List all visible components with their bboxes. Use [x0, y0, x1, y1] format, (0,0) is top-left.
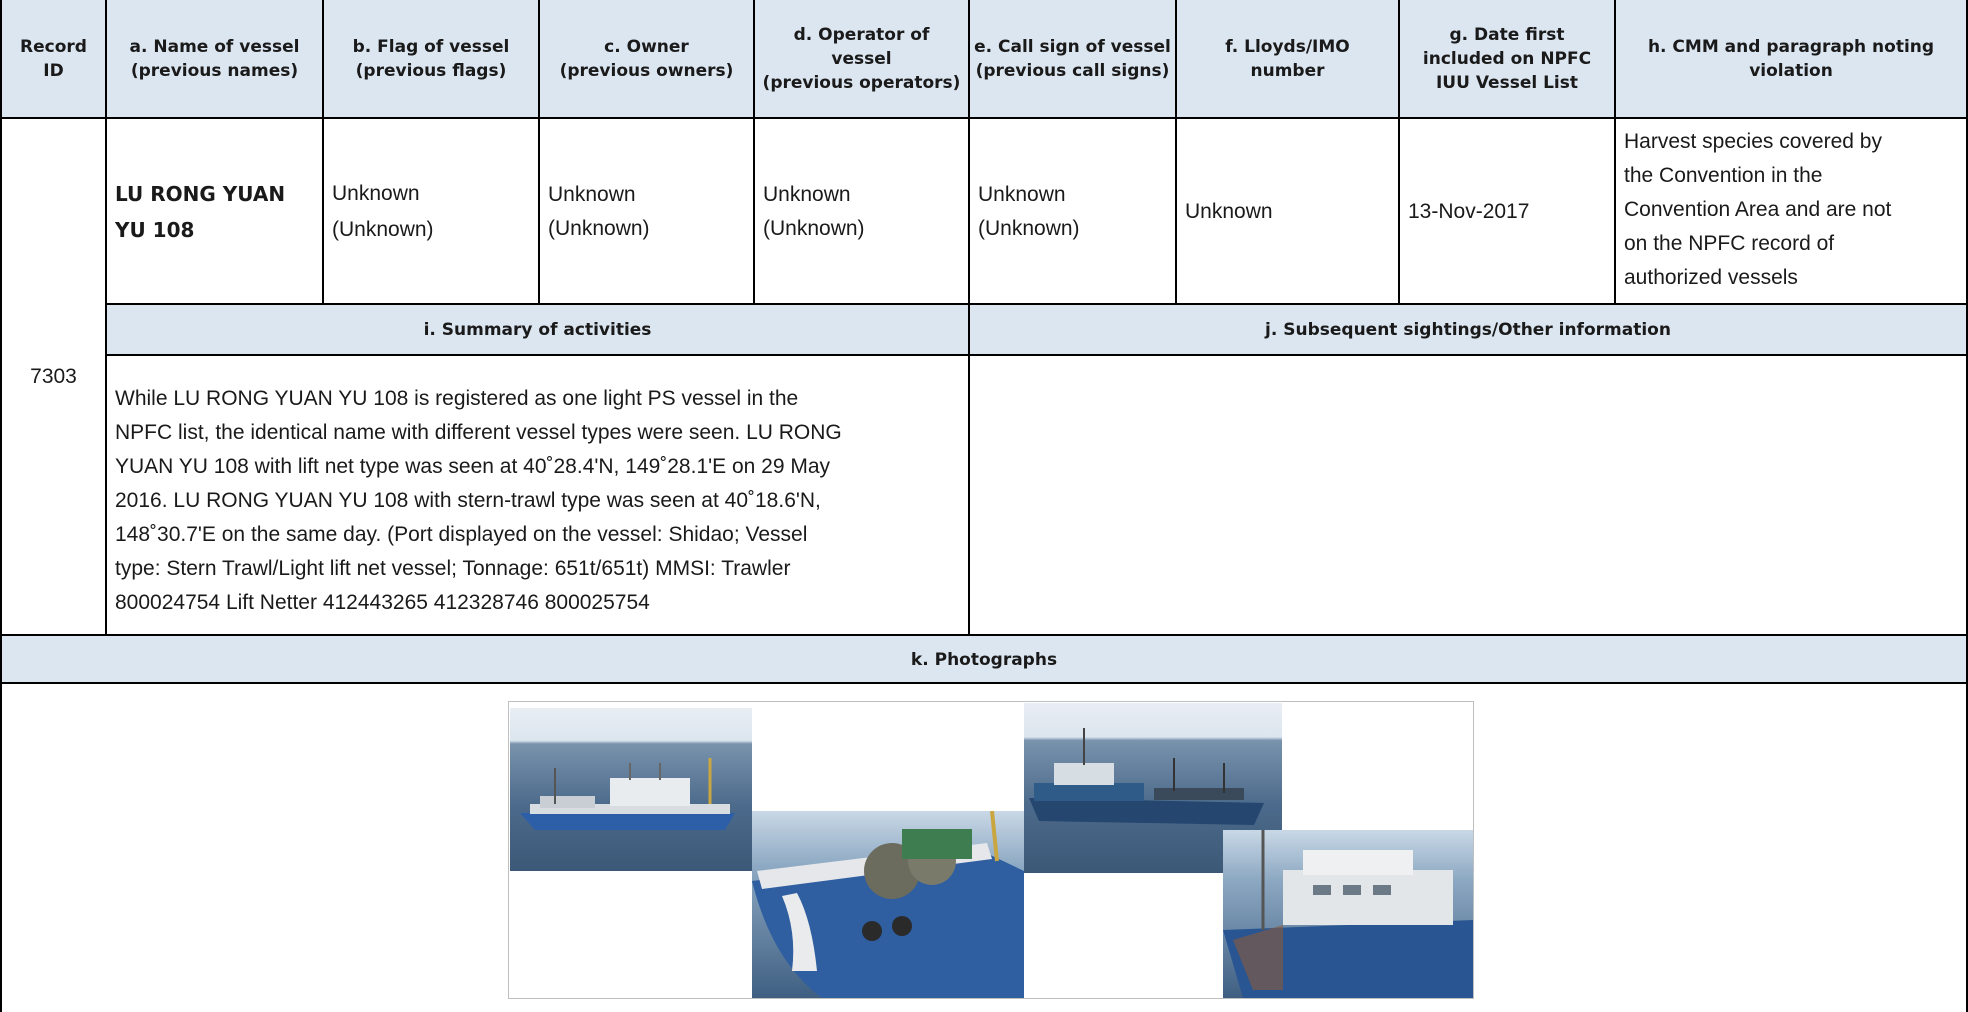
vessel-photo	[752, 811, 1024, 998]
vessel-photo	[1223, 830, 1473, 998]
header-owner	[540, 0, 755, 118]
header-text: e. Call sign of vessel	[974, 37, 1171, 57]
header-text: k. Photographs	[910, 649, 1058, 670]
header-text: (previous call signs)	[975, 61, 1170, 81]
summary-line: 148˚30.7'E on the same day. (Port displayed on the vessel: Shidao; Vessel	[115, 523, 808, 546]
summary-line: type: Stern Trawl/Light lift net vessel; Tonnage: 651t/651t) MMSI: Trawler	[115, 557, 791, 580]
summary-cell	[107, 356, 970, 635]
cmm-line: authorized vessels	[1624, 266, 1798, 289]
summary-line: 2016. LU RONG YUAN YU 108 with stern-trawl type was seen at 40˚18.6'N,	[115, 489, 821, 512]
header-text: number	[1250, 61, 1325, 81]
header-text: f. Lloyds/IMO	[1225, 37, 1350, 57]
summary-header	[107, 305, 970, 354]
summary-line: NPFC list, the identical name with different vessel types were seen. LU RONG	[115, 421, 842, 444]
flag-value: Unknown	[332, 181, 420, 205]
header-text: i. Summary of activities	[423, 319, 652, 340]
header-record-id	[0, 0, 107, 118]
owner-value: Unknown	[548, 182, 636, 206]
sightings-cell	[970, 356, 1968, 635]
header-text: IUU Vessel List	[1435, 73, 1578, 93]
header-text: (previous owners)	[559, 61, 734, 81]
summary-line: YUAN YU 108 with lift net type was seen at 40˚28.4'N, 149˚28.1'E on 29 May	[115, 455, 831, 478]
header-row	[0, 0, 1968, 118]
header-operator	[755, 0, 970, 118]
header-flag	[324, 0, 540, 118]
operator-value: Unknown	[763, 182, 851, 206]
header-text: (previous operators)	[762, 73, 961, 93]
header-text: violation	[1749, 61, 1833, 81]
vessel-name-line: LU RONG YUAN	[115, 181, 286, 206]
cmm-line: Harvest species covered by	[1624, 130, 1882, 153]
record-id-cell	[0, 119, 107, 635]
photo-collage	[508, 701, 1474, 999]
flag-cell	[324, 119, 540, 304]
sightings-header	[970, 305, 1968, 354]
date-first-value: 13-Nov-2017	[1408, 199, 1530, 223]
cmm-line: the Convention in the	[1624, 164, 1823, 187]
header-text: c. Owner	[604, 37, 689, 57]
record-id: 7303	[30, 365, 77, 388]
imo-value: Unknown	[1185, 199, 1273, 223]
header-text: a. Name of vessel	[129, 37, 300, 57]
header-text: j. Subsequent sightings/Other information	[1265, 319, 1671, 340]
call-sign-cell	[970, 119, 1177, 304]
cmm-cell	[1616, 119, 1968, 304]
header-text: (previous flags)	[355, 61, 507, 81]
header-text: included on NPFC	[1422, 49, 1592, 69]
header-date-first	[1400, 0, 1616, 118]
date-first-cell	[1400, 119, 1616, 304]
cmm-line: Convention Area and are not	[1624, 198, 1892, 221]
vessel-photo	[510, 708, 752, 871]
photographs-header	[0, 636, 1968, 683]
operator-previous: (Unknown)	[763, 216, 865, 240]
owner-cell	[540, 119, 755, 304]
vessel-name-cell	[107, 119, 324, 304]
header-text: d. Operator of	[793, 25, 930, 45]
call-sign-previous: (Unknown)	[978, 216, 1080, 240]
operator-cell	[755, 119, 970, 304]
header-text: g. Date first	[1449, 25, 1565, 45]
vessel-name-line: YU 108	[115, 217, 195, 242]
photographs-cell	[0, 684, 1968, 1012]
summary-line: 800024754 Lift Netter 412443265 412328746 800025754	[115, 591, 650, 614]
header-text: ID	[43, 61, 64, 81]
header-imo	[1177, 0, 1400, 118]
header-text: Record	[20, 37, 87, 57]
header-text: h. CMM and paragraph noting	[1647, 37, 1935, 57]
header-text: b. Flag of vessel	[352, 37, 510, 57]
header-text: (previous names)	[130, 61, 299, 81]
imo-cell	[1177, 119, 1400, 304]
header-cmm	[1616, 0, 1968, 118]
owner-previous: (Unknown)	[548, 216, 650, 240]
summary-line: While LU RONG YUAN YU 108 is registered as one light PS vessel in the	[115, 387, 799, 410]
flag-previous: (Unknown)	[332, 217, 434, 241]
cmm-line: on the NPFC record of	[1624, 232, 1835, 255]
call-sign-value: Unknown	[978, 182, 1066, 206]
header-text: vessel	[831, 49, 892, 69]
header-name	[107, 0, 324, 118]
header-call-sign	[970, 0, 1177, 118]
